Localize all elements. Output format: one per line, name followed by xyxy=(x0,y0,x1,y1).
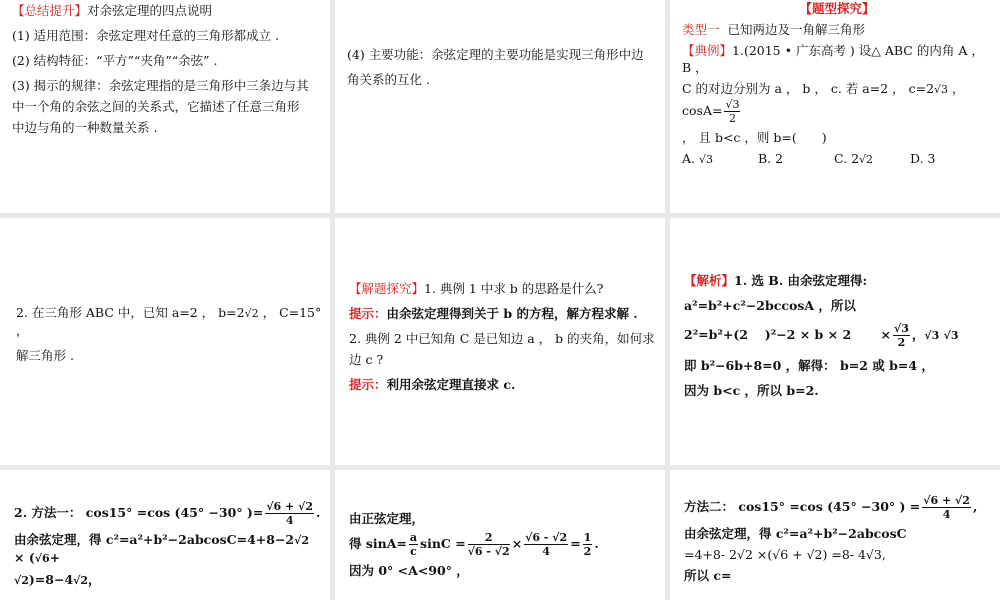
eq-part: sinC = xyxy=(420,536,466,551)
text-line: C 的对边分别为 a ， b ， c. 若 a=2 ， c=2 xyxy=(682,81,935,96)
fraction xyxy=(524,531,568,558)
text-line: 由余弦定理，得 c²=a²+b²−2abcosC=4+8−2 xyxy=(14,532,295,547)
equation-line: 得 sinA= $\frac{a}{c}$ sinC = $\frac{2}{√6 - √2}$ × $\frac{√6 - √2}{4}$ = $\frac{1}{2}$ . xyxy=(349,531,599,558)
question-1 xyxy=(349,280,657,297)
frac-den: 4 xyxy=(285,514,294,527)
frac-num: √3 xyxy=(725,98,740,111)
fraction xyxy=(893,322,910,349)
fraction-a-c xyxy=(409,531,418,558)
text-line: 因为 0° <A<90° ， xyxy=(349,563,469,578)
text-line: 中边与角的一种数量关系 . xyxy=(12,120,158,135)
text-line-1: 2. 方法一： cos15° =cos (45° −30° )= $\frac{√6 + √2}{4}$ . xyxy=(14,500,321,527)
option-c-root: √2 xyxy=(859,153,874,166)
frac-num: 2 xyxy=(468,531,510,545)
text-line: 因为 b<c ，所以 b=2. xyxy=(684,383,819,398)
text-line: 由余弦定理，得 c²=a²+b²−2abcosC xyxy=(684,526,907,541)
hint-text: 由余弦定理得到关于 b 的方程，解方程求解 . xyxy=(386,306,638,321)
text-line: 2. 在三角形 ABC 中，已知 a=2 ， b=2 xyxy=(16,305,245,320)
text-line: 中一个角的余弦之间的关系式，它描述了任意三角形 xyxy=(12,99,300,114)
solution-text: 1. 选 B. 由余弦定理得: xyxy=(734,273,868,288)
slide-exploration xyxy=(335,218,665,465)
option-a xyxy=(682,150,758,168)
slide-function xyxy=(335,0,665,213)
text-line: 即 b²−6b+8=0 ，解得： b=2 或 b=4 ， xyxy=(684,358,934,373)
frac-num: √6 + √2 xyxy=(266,500,313,513)
frac-num: √6 - √2 xyxy=(525,531,568,544)
comma: ， xyxy=(88,572,101,587)
text-line: ， 且 b<c ，则 b=( ) xyxy=(682,130,827,145)
text-line: 2²=b²+(2 )²−2 × b × 2 × xyxy=(684,327,891,342)
sqrt2: √2 xyxy=(294,534,310,547)
text-line-3 xyxy=(14,571,322,589)
options xyxy=(682,150,992,168)
type-line xyxy=(682,21,992,38)
text-line: 所以 c= xyxy=(684,568,732,583)
eq-prefix: 得 sinA= xyxy=(349,536,407,551)
fraction xyxy=(583,531,593,558)
text-line: × ( xyxy=(14,550,35,565)
text-line-1: 方法二： cos15° =cos (45° −30° ) = $\frac{√6 + √2}{4}$ , xyxy=(684,494,978,521)
sqrt3: √3 xyxy=(934,83,949,96)
slide-solution-1 xyxy=(670,218,1000,465)
text-line: (3) 揭示的规律：余弦定理指的是三角形中三条边与其 xyxy=(12,78,309,93)
text-line-3: 2²=b²+(2 )²−2 × b × 2 × $\frac{√3}{2}$ ，√3 √3 xyxy=(684,322,959,349)
sqrt2: √2 xyxy=(73,574,89,587)
hint-text: 利用余弦定理直接求 c. xyxy=(386,377,516,392)
frac-den: c xyxy=(410,545,417,558)
text-line: (1) 适用范围：余弦定理对任意的三角形都成立 . xyxy=(12,28,280,43)
frac-den: 2 xyxy=(583,545,592,558)
summary-heading: 对余弦定理的四点说明 xyxy=(87,3,213,18)
plus: + xyxy=(49,550,61,565)
text-line: 解三角形 . xyxy=(16,348,74,363)
text-line-1 xyxy=(16,304,322,339)
frac-den: 2 xyxy=(728,112,736,125)
hint-1 xyxy=(349,305,657,322)
type-title: 已知两边及一角解三角形 xyxy=(727,22,865,37)
slide-sine-law xyxy=(335,470,665,600)
frac-den: 4 xyxy=(942,508,951,521)
sqrt6: √6 xyxy=(34,552,50,565)
hint-label: 提示： xyxy=(349,377,387,392)
frac-num: √6 + √2 xyxy=(923,494,970,507)
frac-den: 4 xyxy=(542,545,551,558)
text-line: =4+8- 2√2 ×(√6 + √2) =8- 4√3, xyxy=(684,547,886,562)
example-line xyxy=(682,42,992,76)
fraction xyxy=(468,531,510,558)
sqrt2: √2 xyxy=(14,574,29,587)
slide-example-1 xyxy=(670,0,1000,213)
frac-den: √6 - √2 xyxy=(467,545,510,558)
option-a-root: √3 xyxy=(699,153,714,166)
text-line: 方法二： cos15° =cos (45° −30° ) = xyxy=(684,499,921,514)
option-c xyxy=(834,150,910,168)
slide-method-2 xyxy=(670,470,1000,600)
summary-title xyxy=(12,2,322,19)
option-a-label: A. xyxy=(682,151,696,166)
example-tag: 【典例】 xyxy=(682,43,733,58)
times: × xyxy=(511,536,523,551)
hint-label: 提示： xyxy=(349,306,387,321)
slide-method-1 xyxy=(0,470,330,600)
type-tag: 类型一 xyxy=(682,22,720,37)
sqrt2: √2 xyxy=(244,307,259,320)
option-d: D. 3 xyxy=(910,151,936,166)
hint-2 xyxy=(349,376,657,393)
text-line: 1.(2015 • 广东高考 ) 设△ ABC 的内角 A ， B ， xyxy=(682,43,984,75)
option-b: B. 2 xyxy=(758,151,784,166)
frac-num: √3 xyxy=(893,322,909,335)
fraction xyxy=(922,494,971,521)
text-line: 由正弦定理， xyxy=(349,511,425,526)
solution-line xyxy=(684,272,992,289)
text-line: (4) 主要功能：余弦定理的主要功能是实现三角形中边 xyxy=(347,47,644,62)
sqrt3: √3 xyxy=(943,329,959,342)
text-line: a²=b²+c²−2bccosA ，所以 xyxy=(684,298,856,313)
text-line-2 xyxy=(682,80,992,125)
text-line: ， C=15° ， xyxy=(16,305,322,338)
frac-den: 2 xyxy=(897,336,906,349)
frac-num: a xyxy=(409,531,418,544)
slide-example-2 xyxy=(0,218,330,465)
slide-summary xyxy=(0,0,330,213)
summary-tag: 【总结提升】 xyxy=(12,3,88,18)
frac-num: 1 xyxy=(583,531,592,544)
explore-tag: 【解题探究】 xyxy=(349,281,425,296)
option-c-label: C. 2 xyxy=(834,151,860,166)
question-2: 2. 典例 2 中已知角 C 是已知边 a ， b 的夹角，如何求 xyxy=(349,331,655,346)
equals: = xyxy=(570,536,581,551)
text-line: 2. 方法一： cos15° =cos (45° −30° )= xyxy=(14,505,264,520)
text-line: (2) 结构特征：“平方”“夹角”“余弦” . xyxy=(12,53,218,68)
text-line-2 xyxy=(14,531,322,567)
fraction xyxy=(724,98,740,125)
question-2-cont: 边 c ? xyxy=(349,352,384,367)
fraction xyxy=(265,500,314,527)
text-line: )=8−4 xyxy=(28,572,74,587)
text-line: 角关系的互化 . xyxy=(347,72,430,87)
text-line: ， cosA= xyxy=(682,81,965,118)
section-heading: 【题型探究】 xyxy=(799,1,875,16)
solution-tag: 【解析】 xyxy=(684,273,735,288)
sqrt3: √3 xyxy=(924,329,940,342)
question-text: 1. 典例 1 中求 b 的思路是什么? xyxy=(424,281,604,296)
